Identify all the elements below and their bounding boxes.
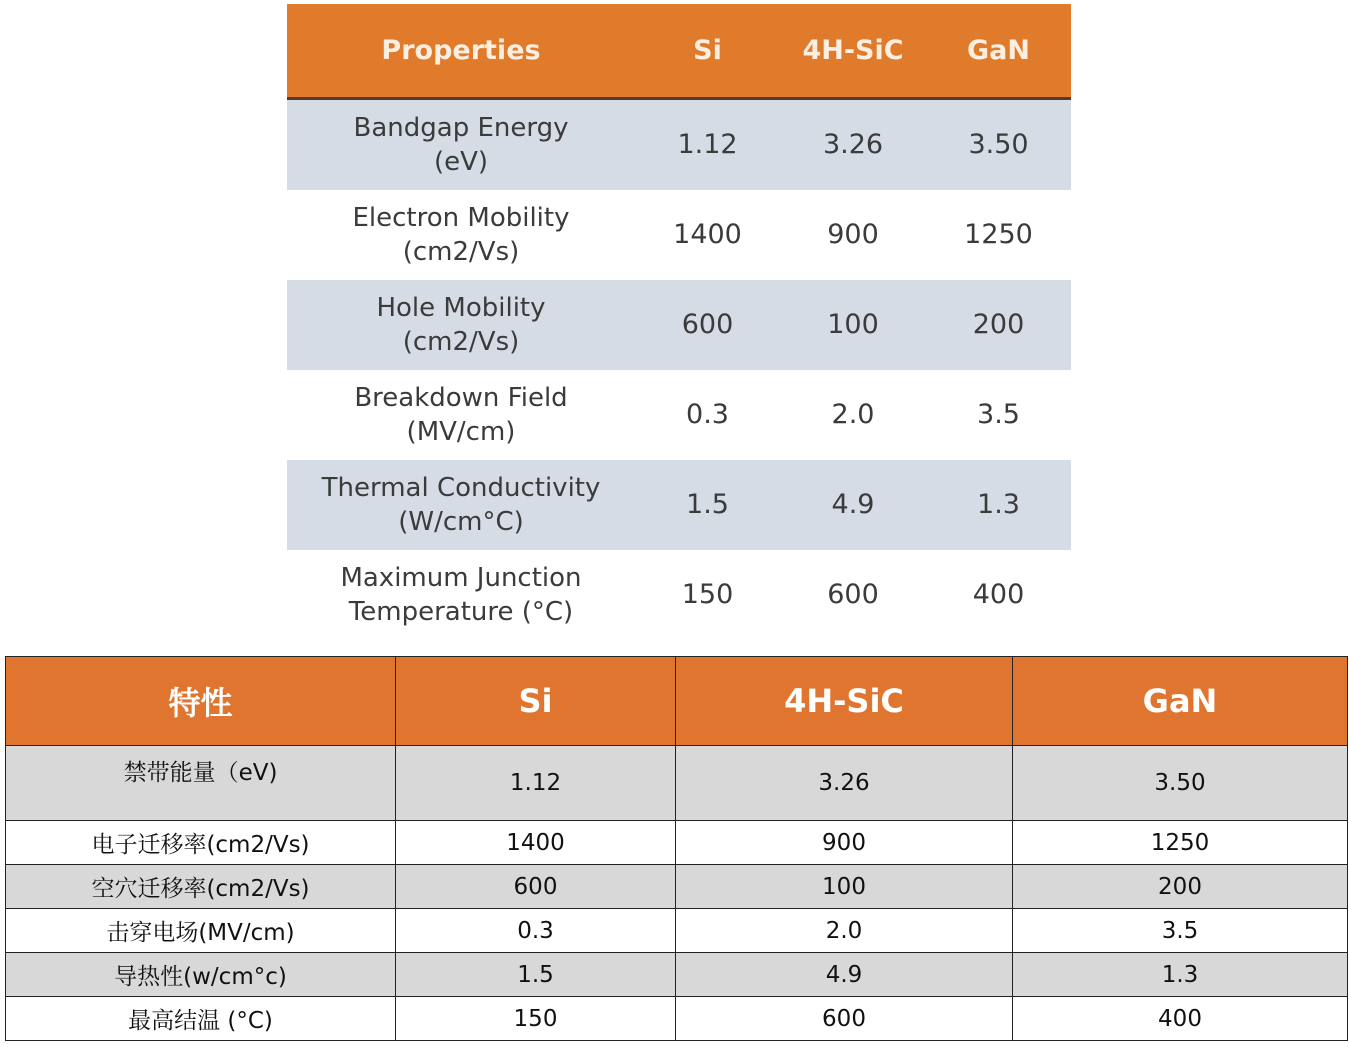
property-line2: (eV): [433, 147, 489, 177]
si-value: 1.12: [635, 99, 780, 191]
property-name-cell: [287, 280, 635, 370]
si-value: 1400: [396, 821, 676, 865]
gan-value: 3.5: [926, 370, 1071, 460]
si-value: 1.5: [635, 460, 780, 550]
gan-value: 1250: [926, 190, 1071, 280]
property-name-cell: 禁带能量（eV): [6, 746, 396, 821]
sic-value: 3.26: [676, 746, 1013, 821]
sic-value: 900: [780, 190, 926, 280]
table-header-row: [287, 4, 1071, 99]
table-row: [287, 550, 1071, 640]
table-row: [287, 460, 1071, 550]
si-value: 1.5: [396, 953, 676, 997]
sic-value: 2.0: [780, 370, 926, 460]
property-line2: (W/cm°C): [398, 507, 524, 537]
property-name-cell: 最高结温 (°C): [6, 997, 396, 1041]
si-value: 0.3: [396, 909, 676, 953]
property-name-cell: [287, 190, 635, 280]
table-header-row: [6, 657, 1348, 746]
header-si: Si: [635, 4, 780, 99]
sic-value: 100: [780, 280, 926, 370]
table-row: [287, 280, 1071, 370]
header-si: Si: [396, 657, 676, 746]
property-line1: Hole Mobility: [376, 293, 546, 323]
property-line1: Electron Mobility: [352, 203, 570, 233]
property-line1: Maximum Junction: [340, 563, 582, 593]
header-4h-sic: 4H-SiC: [780, 4, 926, 99]
table-row: [287, 190, 1071, 280]
table-row: [287, 370, 1071, 460]
table-row: [287, 99, 1071, 191]
header-characteristics: 特性: [6, 657, 396, 746]
gan-value: 400: [926, 550, 1071, 640]
gan-value: 3.5: [1013, 909, 1348, 953]
sic-value: 4.9: [780, 460, 926, 550]
sic-value: 3.26: [780, 99, 926, 191]
english-properties-table: [287, 4, 1071, 640]
si-value: 150: [396, 997, 676, 1041]
header-gan: GaN: [926, 4, 1071, 99]
table-row: [6, 997, 1348, 1041]
sic-value: 600: [676, 997, 1013, 1041]
si-value: 150: [635, 550, 780, 640]
property-name-cell: 电子迁移率(cm2/Vs): [6, 821, 396, 865]
table-row: [6, 746, 1348, 821]
chinese-properties-table: [5, 656, 1348, 1041]
sic-value: 2.0: [676, 909, 1013, 953]
gan-value: 1.3: [926, 460, 1071, 550]
header-gan: GaN: [1013, 657, 1348, 746]
gan-value: 200: [926, 280, 1071, 370]
si-value: 600: [635, 280, 780, 370]
property-name-cell: [287, 550, 635, 640]
si-value: 0.3: [635, 370, 780, 460]
property-line1: Thermal Conductivity: [321, 473, 601, 503]
gan-value: 200: [1013, 865, 1348, 909]
header-properties: Properties: [287, 4, 635, 99]
table-row: [6, 909, 1348, 953]
gan-value: 1250: [1013, 821, 1348, 865]
sic-value: 4.9: [676, 953, 1013, 997]
property-name-cell: 空穴迁移率(cm2/Vs): [6, 865, 396, 909]
gan-value: 400: [1013, 997, 1348, 1041]
si-value: 1.12: [396, 746, 676, 821]
table-row: [6, 953, 1348, 997]
header-4h-sic: 4H-SiC: [676, 657, 1013, 746]
gan-value: 3.50: [1013, 746, 1348, 821]
sic-value: 900: [676, 821, 1013, 865]
property-line2: Temperature (°C): [348, 597, 574, 627]
gan-value: 1.3: [1013, 953, 1348, 997]
property-name-cell: 导热性(w/cm°c): [6, 953, 396, 997]
property-name-cell: [287, 370, 635, 460]
property-line2: (MV/cm): [406, 417, 516, 447]
table-row: [6, 821, 1348, 865]
table-row: [6, 865, 1348, 909]
property-line1: Breakdown Field: [354, 383, 568, 413]
property-line1: Bandgap Energy: [353, 113, 569, 143]
gan-value: 3.50: [926, 99, 1071, 191]
property-name-cell: 击穿电场(MV/cm): [6, 909, 396, 953]
si-value: 1400: [635, 190, 780, 280]
property-line2: (cm2/Vs): [402, 327, 520, 357]
si-value: 600: [396, 865, 676, 909]
property-name-cell: [287, 99, 635, 191]
property-name-cell: [287, 460, 635, 550]
sic-value: 100: [676, 865, 1013, 909]
property-line2: (cm2/Vs): [402, 237, 520, 267]
sic-value: 600: [780, 550, 926, 640]
